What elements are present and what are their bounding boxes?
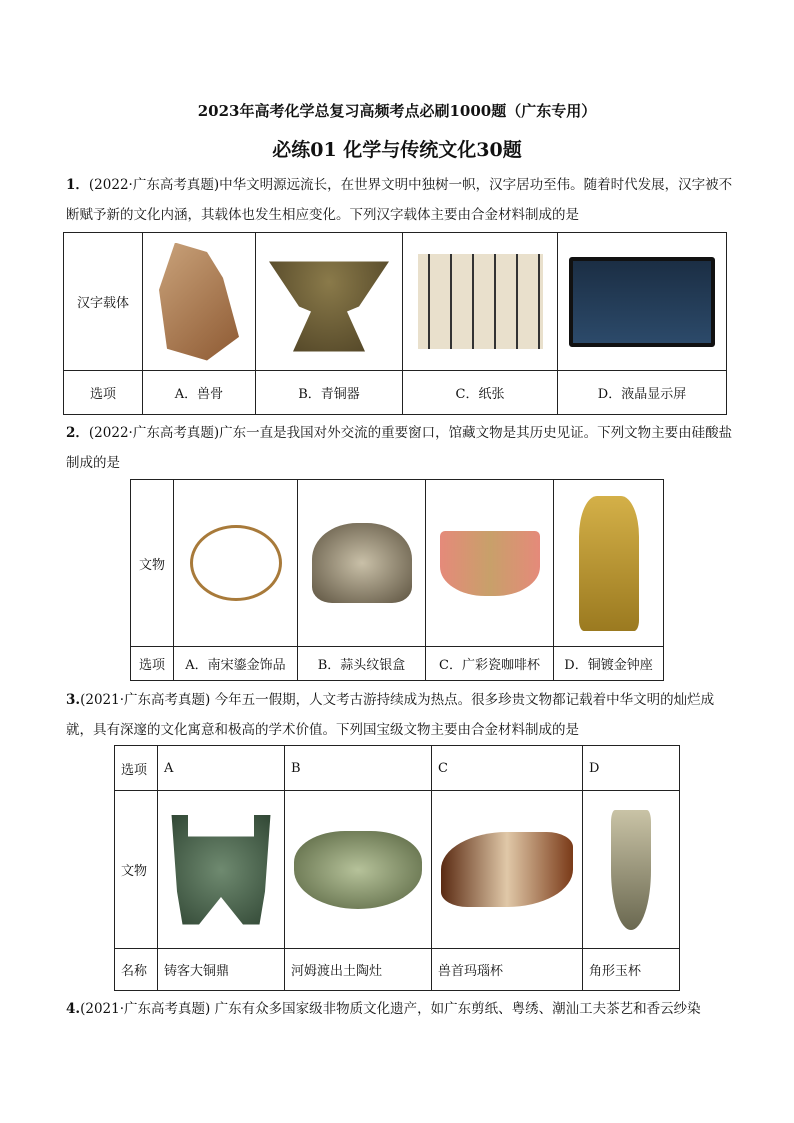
question-2-table [130, 479, 664, 681]
row-label: 文物 [131, 480, 174, 647]
pottery-stove-image [294, 831, 422, 909]
option-a: A．兽骨 [143, 371, 256, 415]
option-b: B．青铜器 [256, 371, 403, 415]
bone-image [159, 243, 239, 361]
option-b: B．蒜头纹银盒 [298, 647, 426, 681]
option-c: C．广彩瓷咖啡杯 [426, 647, 554, 681]
question-1-table [63, 232, 727, 415]
option-d: D．铜镀金钟座 [554, 647, 664, 681]
jade-cup-image [611, 810, 651, 930]
question-number: 2． [66, 425, 89, 441]
option-a: A．南宋鎏金饰品 [174, 647, 298, 681]
question-text: 中华文明源远流长，在世界文明中独树一帜，汉字居功至伟。随着时代发展，汉字被不断赋予新的文化内涵，其载体也发生相应变化。下列汉字载体主要由合金材料制成的是 [66, 177, 733, 223]
letter-c: C [432, 746, 583, 791]
agate-cup-image [441, 832, 573, 907]
row-label: 文物 [115, 791, 158, 949]
gilded-clock-image [579, 496, 639, 631]
document-subtitle: 必练01 化学与传统文化30题 [272, 139, 522, 161]
question-text: 广东一直是我国对外交流的重要窗口，馆藏文物是其历史见证。下列文物主要由硅酸盐制成的是 [66, 425, 733, 471]
question-source: (2021·广东高考真题) [80, 1001, 211, 1017]
question-2 [66, 418, 736, 478]
bronze-vessel-image [269, 252, 389, 352]
question-3 [66, 685, 736, 745]
option-d: D．液晶显示屏 [558, 371, 727, 415]
question-number: 4. [66, 1001, 81, 1017]
option-c: C．纸张 [403, 371, 558, 415]
row-label: 汉字载体 [64, 233, 143, 371]
letter-b: B [285, 746, 432, 791]
question-source: (2022·广东高考真题) [88, 177, 220, 193]
question-source: (2021·广东高考真题) [80, 692, 211, 708]
name-c: 兽首玛瑙杯 [432, 949, 583, 991]
gold-ornament-image [190, 525, 282, 601]
option-label: 选项 [131, 647, 174, 681]
letter-a: A [158, 746, 285, 791]
lcd-screen-image [569, 257, 715, 347]
name-a: 铸客大铜鼎 [158, 949, 285, 991]
option-label: 选项 [64, 371, 143, 415]
porcelain-cup-image [440, 531, 540, 596]
letter-d: D [583, 746, 680, 791]
name-label: 名称 [115, 949, 158, 991]
bronze-ding-image [166, 815, 276, 925]
paper-calligraphy-image [418, 254, 543, 349]
question-1 [66, 170, 736, 230]
name-d: 角形玉杯 [583, 949, 680, 991]
question-3-table [114, 745, 680, 991]
document-title: 2023年高考化学总复习高频考点必刷1000题（广东专用） [197, 102, 597, 120]
question-text: 今年五一假期，人文考古游持续成为热点。很多珍贵文物都记载着中华文明的灿烂成就，具有深邃的文化寓意和极高的学术价值。下列国宝级文物主要由合金材料制成的是 [66, 692, 715, 738]
question-text: 广东有众多国家级非物质文化遗产，如广东剪纸、粤绣、潮汕工夫茶艺和香云纱染 [210, 1001, 701, 1017]
question-4 [66, 994, 736, 1024]
question-number: 1． [66, 177, 89, 193]
silver-box-image [312, 523, 412, 603]
question-number: 3. [66, 692, 81, 708]
question-source: (2022·广东高考真题) [88, 425, 220, 441]
name-b: 河姆渡出土陶灶 [285, 949, 432, 991]
header-label: 选项 [115, 746, 158, 791]
